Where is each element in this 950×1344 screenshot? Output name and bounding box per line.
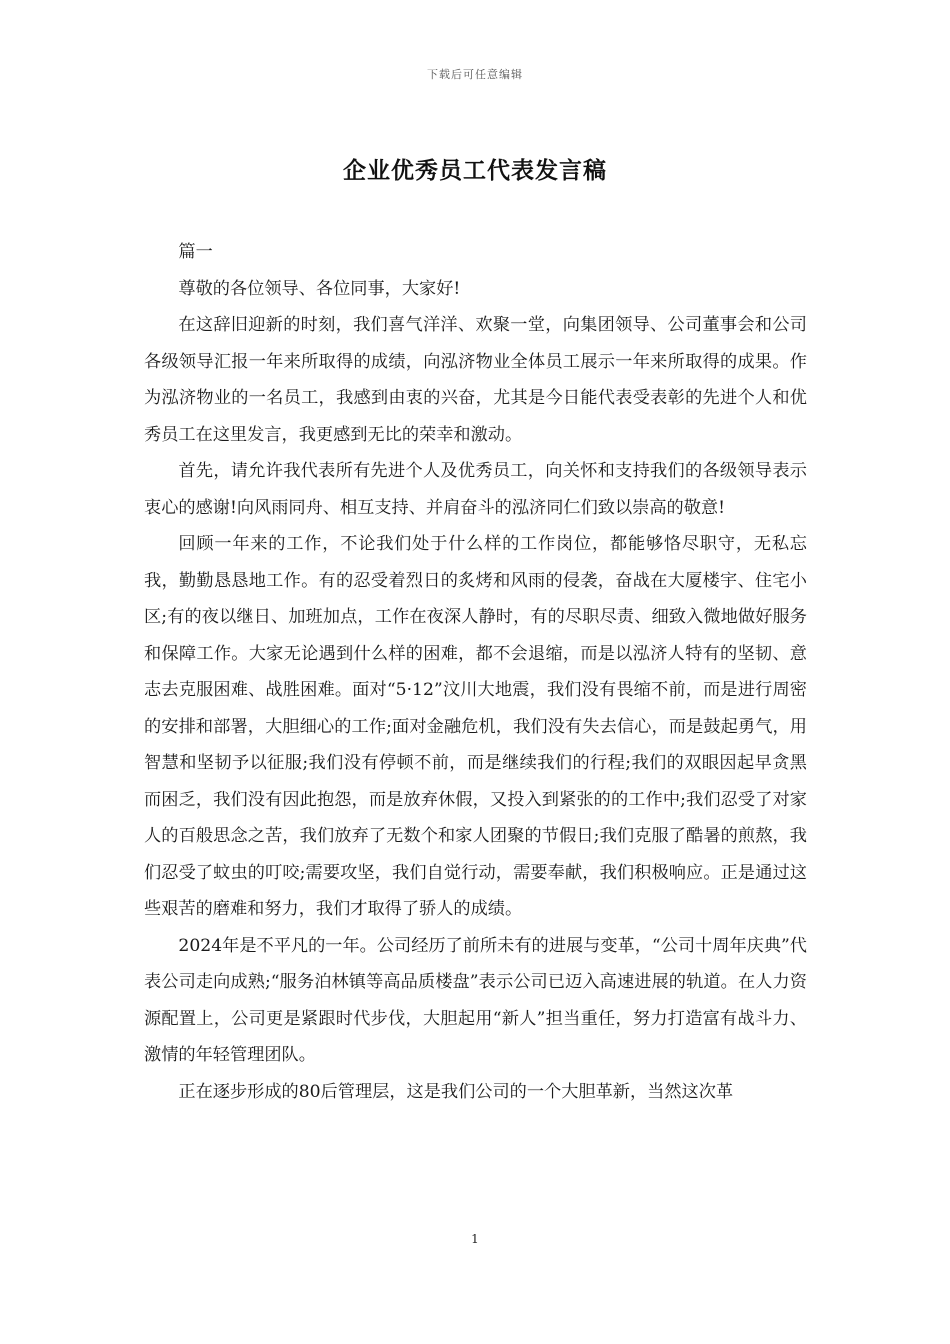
header-note: 下载后可任意编辑 xyxy=(427,68,523,81)
body-paragraph: 在这辞旧迎新的时刻，我们喜气洋洋、欢聚一堂，向集团领导、公司董事会和公司各级领导汇报一年来所取得的成绩，向泓济物业全体员工展示一年来所取得的成果。作为泓济物业的一名员工，我感到由衷的兴奋，尤其是今日能代表受表彰的先进个人和优秀员工在这里发言，我更感到无比的荣幸和激动。 xyxy=(144,315,807,445)
section-heading: 篇一 xyxy=(178,242,213,262)
document-body xyxy=(144,234,807,1110)
body-paragraph: 正在逐步形成的80后管理层，这是我们公司的一个大胆革新，当然这次革 xyxy=(178,1081,734,1102)
salutation-paragraph: 尊敬的各位领导、各位同事，大家好! xyxy=(178,278,461,299)
body-paragraph: 回顾一年来的工作，不论我们处于什么样的工作岗位，都能够恪尽职守，无私忘我，勤勤恳恳地工作。有的忍受着烈日的炙烤和风雨的侵袭，奋战在大厦楼宇、住宅小区;有的夜以继日、加班加点，工作在夜深人静时，有的尽职尽责、细致入微地做好服务和保障工作。大家无论遇到什么样的困难，都不会退缩，而是以泓济人特有的坚韧、意志去克服困难、战胜困难。面对“5·12”汶川大地震，我们没有畏缩不前，而是进行周密的安排和部署，大胆细心的工作;面对金融危机，我们没有失去信心，而是鼓起勇气，用智慧和坚韧予以征服;我们没有停顿不前，而是继续我们的行程;我们的双眼因起早贪黑而困乏，我们没有因此抱怨，而是放弃休假，又投入到紧张的的工作中;我们忍受了对家人的百般思念之苦，我们放弃了无数个和家人团聚的节假日;我们克服了酷暑的煎熬，我们忍受了蚊虫的叮咬;需要攻坚，我们自觉行动，需要奉献，我们积极响应。正是通过这些艰苦的磨难和努力，我们才取得了骄人的成绩。 xyxy=(144,534,807,919)
page-number: 1 xyxy=(471,1232,479,1246)
document-title: 企业优秀员工代表发言稿 xyxy=(343,157,607,184)
body-paragraph: 首先，请允许我代表所有先进个人及优秀员工，向关怀和支持我们的各级领导表示衷心的感谢!向风雨同舟、相互支持、并肩奋斗的泓济同仁们致以崇高的敬意! xyxy=(144,461,807,518)
body-paragraph: 2024年是不平凡的一年。公司经历了前所未有的进展与变革，“公司十周年庆典”代表公司走向成熟;“服务泊林镇等高品质楼盘”表示公司已迈入高速进展的轨道。在人力资源配置上，公司更是紧跟时代步伐，大胆起用“新人”担当重任，努力打造富有战斗力、激情的年轻管理团队。 xyxy=(144,935,807,1065)
